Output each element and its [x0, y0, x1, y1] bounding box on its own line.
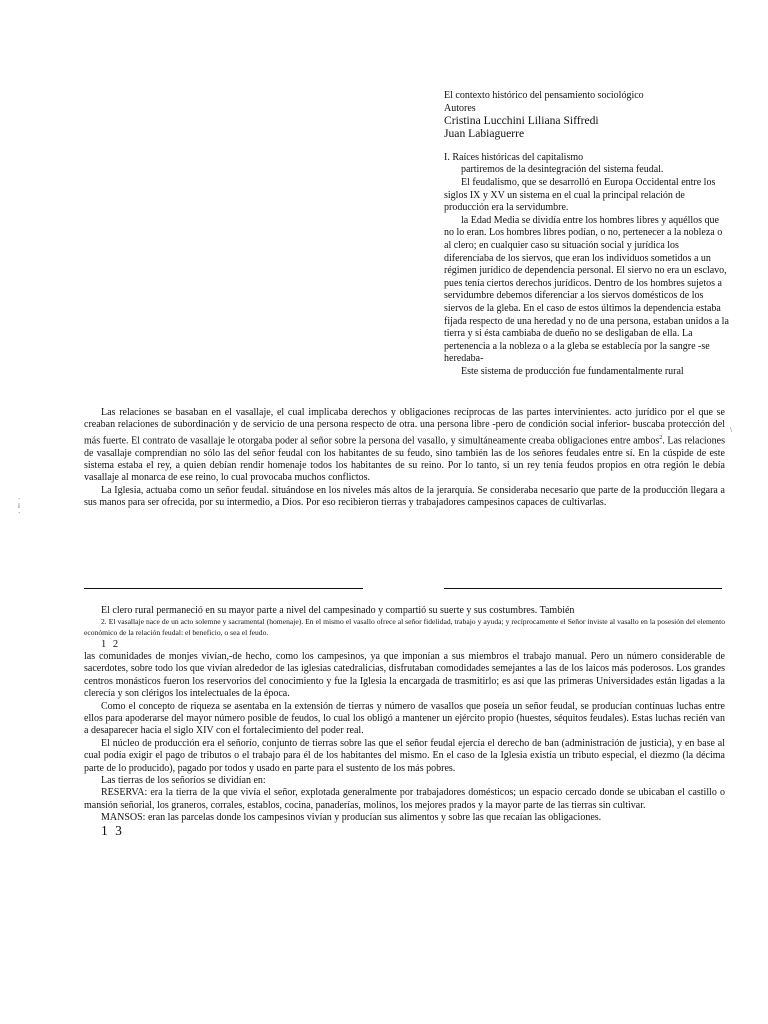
column-paragraph-2: El feudalismo, que se desarrolló en Europa Occidental entre los siglos IX y XV un sistema en el cual la principal relación de producción era la servidumbre. — [444, 176, 716, 214]
column-paragraph-4: Este sistema de producción fue fundamentalmente rural — [461, 365, 684, 377]
scan-mark-right: \ — [730, 426, 732, 434]
authors-line-1: Cristina Lucchini Liliana Siffredi — [444, 114, 599, 128]
lower-paragraph-5: Las tierras de los señoríos se dividían en: — [101, 775, 266, 787]
main-paragraph-2: La Iglesia, actuaba como un señor feudal. situándose en los niveles más altos de la jerarquía. Se consideraba necesario que parte de la producción llegara a sus manos para ser ofrecida, por su intermedio, a Dios. Por eso recibieron tierras y trabajadores campesinos capaces de cultivarlas. — [84, 484, 725, 509]
authors-line-2: Juan Labiaguerre — [444, 126, 525, 140]
section-title: I. Raíces históricas del capitalismo — [444, 151, 584, 163]
lower-text-block — [84, 605, 725, 837]
lower-paragraph-2: las comunidades de monjes vivían,-de hecho, como los campesinos, ya que imponían a sus miembros el trabajo manual. Pero un número considerable de sacerdotes, sobre todo los que vivían alrededor de las iglesias catedralicias, disfrutaban comodidades semejantes a las de los laicos más poderosos. Los grandes centros monásticos fueron los reservorios del conocimiento y fue la Iglesia la encargada de trasmitirlo; es así que las primeras Universidades están ligadas a la clerecía y son clérigos los intelectuales de la época. — [84, 651, 725, 700]
main-text-block — [84, 407, 725, 510]
footnote-ref: 2 — [659, 434, 663, 441]
authors-label: Autores — [444, 102, 476, 114]
page-number-13: 1 3 — [101, 822, 124, 838]
header-column — [444, 90, 730, 378]
divider-right — [444, 588, 722, 589]
lower-paragraph-7: MANSOS: eran las parcelas donde los campesinos vivían y producían sus alimentos y sobre las que recaían las obligaciones. — [101, 812, 602, 824]
page-number-12: 1 2 — [101, 638, 121, 650]
main-paragraph-1-tail: . Las relaciones de vasallaje comprendían no sólo las del señor feudal con los habitantes de su feudo, sino también las de los señores feudales entre sí. En la cúspide de este sistema estaba el rey, a quien debían rendir homenaje todos los habitantes de su reino. Por lo tanto, si un rey tenía feudos propios en otra región le debía vasallaje al monarca de ese reino, lo cual provocaba muchos conflictos. — [84, 435, 725, 484]
main-paragraph-1-text: Las relaciones se basaban en el vasallaje, el cual implicaba derechos y obligaciones recíprocas de las partes intervinientes. acto jurídico por el que se creaban relaciones de subordinación y de servicio de una persona respecto de otra. una persona libre -pero de condición social inferior- buscaba protección del más fuerte. El contrato de vasallaje le otorgaba poder al señor sobre la persona del vasallo, y simultáneamente creaba obligaciones entre ambos — [84, 407, 725, 447]
scan-mark-left: · i · — [18, 495, 21, 517]
lower-paragraph-4: El núcleo de producción era el señorío, conjunto de tierras sobre las que el señor feudal ejercía el derecho de ban (administración de justicia), y en base al cual podía exigir el pago de tributos o el trabajo para él de los habitantes del mismo. En el caso de la Iglesia existía un tributo especial, el diezmo (la décima parte de lo producido), pagado por todos y usado en parte para el sustento de los más pobres. — [84, 737, 725, 774]
footnote: 2. El vasallaje nace de un acto solemne y sacramental (homenaje). En el mismo el vasallo ofrece al señor fidelidad, trabajo y ayuda; y recíprocamente el Señor inviste al vasallo en la posesión del elemento económico de la relación feudal: el beneficio, o sea el feudo. — [84, 617, 725, 637]
lower-paragraph-3: Como el concepto de riqueza se asentaba en la extensión de tierras y número de vasallos que poseía un señor feudal, se producían contínuas luchas entre ellos para apoderarse del mayor número posible de feudos, lo cual los obligó a mantener un ejército propio (huestes, séquitos feudales). Estas luchas recién van a desaparecer hacia el siglo XIV con el fortalecimiento del poder real. — [84, 700, 725, 737]
main-paragraph-1 — [84, 407, 725, 485]
lower-paragraph-1: El clero rural permaneció en su mayor parte a nivel del campesinado y compartió su suerte y sus costumbres. También — [101, 605, 575, 616]
lower-paragraph-6: RESERVA: era la tierra de la que vivía el señor, explotada generalmente por trabajadores domésticos; un espacio cercado donde se ubicaban el castillo o mansión señorial, los graneros, corrales, establos, cocina, panaderías, molinos, los mejores prados y la mayor parte de las tierras sin cultivar. — [84, 787, 725, 811]
column-paragraph-3: la Edad Media se dividía entre los hombres libres y aquéllos que no lo eran. Los hombres libres podían, o no, pertenecer a la nobleza o al clero; en cualquier caso su situación social y jurídica los diferenciaba de los siervos, que eran los individuos sometidos a un régimen jurídico de dependencia personal. El siervo no era un esclavo, pues tenía ciertos derechos jurídicos. Dentro de los hombres sujetos a servidumbre debemos diferenciar a los siervos domésticos de los siervos de la gleba. En el caso de estos últimos la dependencia estaba fijada respecto de una heredad y no de una persona, estaban unidos a la tierra y si ésta cambiaba de dueño no se desligaban de ella. La pertenencia a la nobleza o a la gleba se establecía por la sangre -se heredaba- — [444, 214, 729, 365]
divider-left — [84, 588, 363, 589]
column-paragraph-1: partiremos de la desintegración del sistema feudal. — [461, 164, 664, 176]
document-title: El contexto histórico del pensamiento sociológico — [444, 90, 644, 101]
